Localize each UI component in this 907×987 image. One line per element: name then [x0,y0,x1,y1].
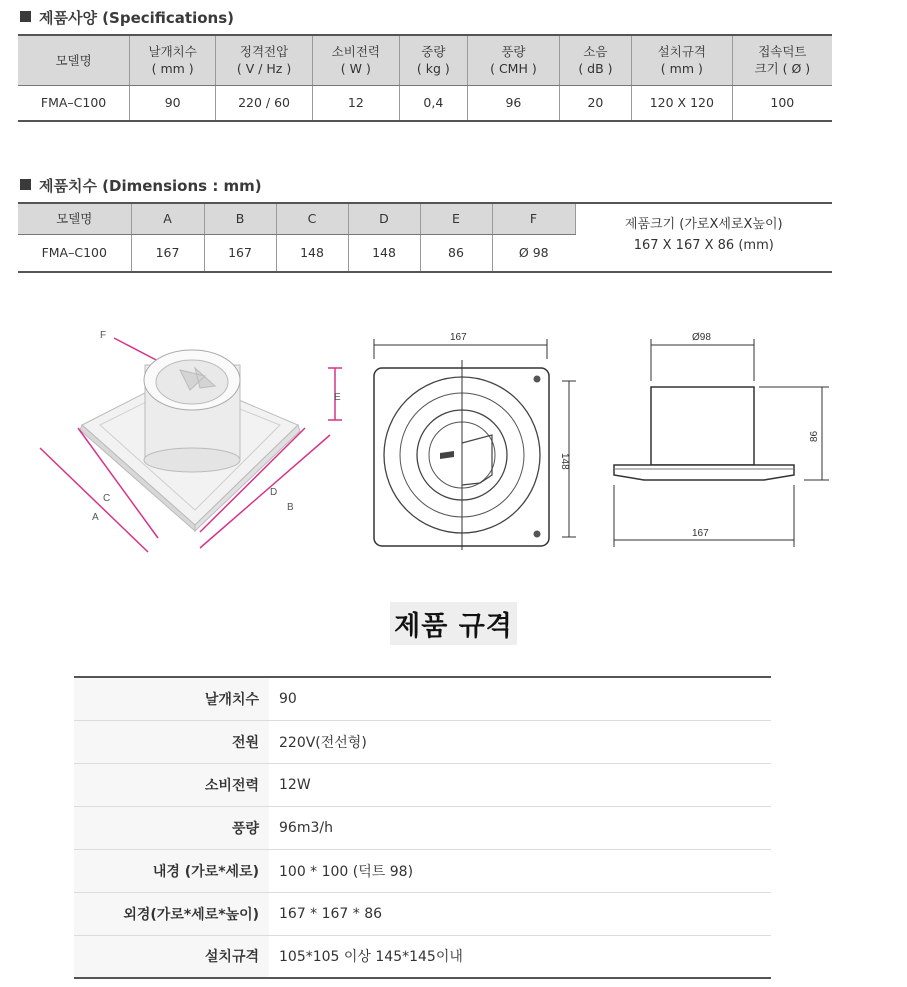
spec-cell: 90 [130,85,216,121]
dim-table [18,202,832,273]
dim-header-cell: 모델명 [18,203,131,234]
dim-cell: 86 [420,234,492,272]
spec-value: 105*105 이상 145*145이내 [269,935,771,978]
spec-header-cell: 설치규격 ( mm ) [631,35,732,85]
front-view-diagram [362,325,582,555]
table-row [74,720,771,763]
spec-value: 100 * 100 (덕트 98) [269,849,771,892]
spec-header-cell: 모델명 [18,35,130,85]
square-bullet-icon [20,11,31,22]
dim-header-cell: D [348,203,420,234]
spec-value: 167 * 167 * 86 [269,892,771,935]
dim-header-cell: A [131,203,204,234]
front-width-label: 167 [450,332,467,343]
product-size-value: 167 X 167 X 86 (mm) [633,238,774,253]
iso-label-a: A [92,512,99,523]
spec-cell: 120 X 120 [631,85,732,121]
dim-header-row [18,203,832,234]
iso-label-f: F [100,330,107,341]
dim-cell: FMA–C100 [18,234,131,272]
spec-cell: 12 [312,85,399,121]
table-row [74,892,771,935]
spec-value: 96m3/h [269,806,771,849]
side-view-diagram [604,325,834,555]
spec-key: 전원 [74,720,269,763]
spec-value: 220V(전선형) [269,720,771,763]
table-row [74,935,771,978]
screw-icon [534,376,541,383]
spec-header-cell: 풍량 ( CMH ) [467,35,559,85]
side-width-label: 167 [692,528,709,539]
spec-header-cell: 접속덕트 크기 ( Ø ) [732,35,832,85]
spec-header-cell: 중량 ( kg ) [399,35,467,85]
dim-section-title: 제품치수 (Dimensions : mm) [20,175,262,196]
spec-key: 외경(가로*세로*높이) [74,892,269,935]
side-top-label: Ø98 [692,332,711,343]
dim-header-cell: B [204,203,276,234]
spec-header-cell: 소비전력 ( W ) [312,35,399,85]
dim-cell: 148 [348,234,420,272]
dim-cell: 148 [276,234,348,272]
spec-cell: 96 [467,85,559,121]
iso-label-c: C [103,493,111,504]
table-row [74,849,771,892]
spec-cell: 100 [732,85,832,121]
screw-icon [534,531,541,538]
side-plate [614,465,794,480]
dim-cell: 167 [204,234,276,272]
spec-key: 날개치수 [74,677,269,720]
spec-header-row [18,35,832,85]
product-spec-table [74,676,771,979]
spec-value: 90 [269,677,771,720]
spec-key: 소비전력 [74,763,269,806]
dim-header-cell: C [276,203,348,234]
iso-label-b: B [287,502,294,513]
spec-value: 12W [269,763,771,806]
spec-key: 설치규격 [74,935,269,978]
dim-header-cell: F [492,203,575,234]
spec-section-title: 제품사양 (Specifications) [20,7,234,28]
dim-header-cell: E [420,203,492,234]
spec-header-cell: 정격전압 ( V / Hz ) [216,35,313,85]
duct-body [651,387,754,465]
spec-data-row [18,85,832,121]
isometric-diagram [30,320,360,570]
product-size-label: 제품크기 (가로X세로X높이) [624,217,783,232]
dim-cell: 167 [131,234,204,272]
front-height-label: 148 [559,453,570,470]
table-row [74,763,771,806]
spec-key: 풍량 [74,806,269,849]
product-size-cell [575,203,832,272]
spec-cell: 220 / 60 [216,85,313,121]
spec-header-cell: 날개치수 ( mm ) [130,35,216,85]
side-height-label: 86 [809,430,820,442]
spec-table [18,34,832,122]
f-leader-line [114,338,160,362]
spec-header-cell: 소음 ( dB ) [559,35,631,85]
spec-cell: 20 [559,85,631,121]
spec-cell: 0,4 [399,85,467,121]
iso-label-d: D [270,487,278,498]
table-row [74,806,771,849]
square-bullet-icon [20,179,31,190]
iso-label-e: E [334,392,341,403]
table-row [74,677,771,720]
dim-cell: Ø 98 [492,234,575,272]
spec-cell: FMA–C100 [18,85,130,121]
product-title: 제품 규격 [0,602,907,645]
spec-key: 내경 (가로*세로) [74,849,269,892]
